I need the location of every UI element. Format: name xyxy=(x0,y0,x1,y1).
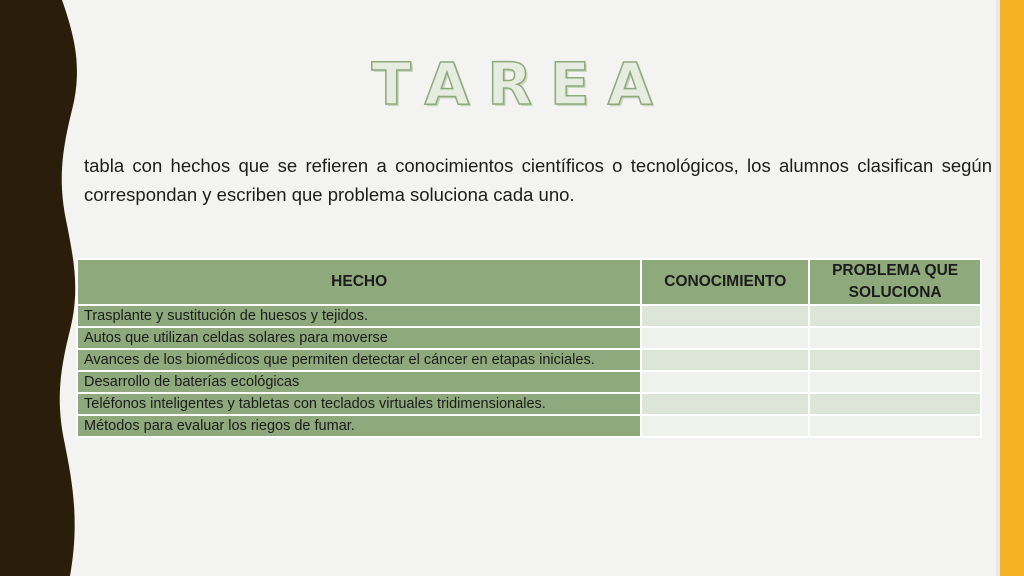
cell-conocimiento[interactable] xyxy=(641,415,809,437)
cell-conocimiento[interactable] xyxy=(641,327,809,349)
cell-hecho: Avances de los biomédicos que permiten detectar el cáncer en etapas iniciales. xyxy=(77,349,641,371)
header-hecho: HECHO xyxy=(77,259,641,305)
cell-problema[interactable] xyxy=(809,371,981,393)
cell-hecho: Métodos para evaluar los riegos de fumar. xyxy=(77,415,641,437)
cell-problema[interactable] xyxy=(809,349,981,371)
cell-problema[interactable] xyxy=(809,327,981,349)
cell-hecho: Autos que utilizan celdas solares para moverse xyxy=(77,327,641,349)
cell-conocimiento[interactable] xyxy=(641,305,809,327)
facts-table xyxy=(76,258,982,438)
cell-conocimiento[interactable] xyxy=(641,349,809,371)
cell-hecho: Trasplante y sustitución de huesos y tejidos. xyxy=(77,305,641,327)
header-problema: PROBLEMA QUE SOLUCIONA xyxy=(809,259,981,305)
cell-conocimiento[interactable] xyxy=(641,371,809,393)
table-header-row xyxy=(77,259,981,305)
table-row xyxy=(77,349,981,371)
table-row xyxy=(77,371,981,393)
cell-problema[interactable] xyxy=(809,415,981,437)
table-row xyxy=(77,327,981,349)
table-row xyxy=(77,305,981,327)
cell-problema[interactable] xyxy=(809,393,981,415)
header-conocimiento: CONOCIMIENTO xyxy=(641,259,809,305)
cell-problema[interactable] xyxy=(809,305,981,327)
cell-hecho: Teléfonos inteligentes y tabletas con teclados virtuales tridimensionales. xyxy=(77,393,641,415)
table-row xyxy=(77,415,981,437)
slide-title: TAREA xyxy=(371,50,671,118)
cell-conocimiento[interactable] xyxy=(641,393,809,415)
intro-paragraph: tabla con hechos que se refieren a conocimientos científicos o tecnológicos, los alumnos clasifican según correspondan y escriben que problema soluciona cada uno. xyxy=(84,155,992,205)
table-row xyxy=(77,393,981,415)
cell-hecho: Desarrollo de baterías ecológicas xyxy=(77,371,641,393)
